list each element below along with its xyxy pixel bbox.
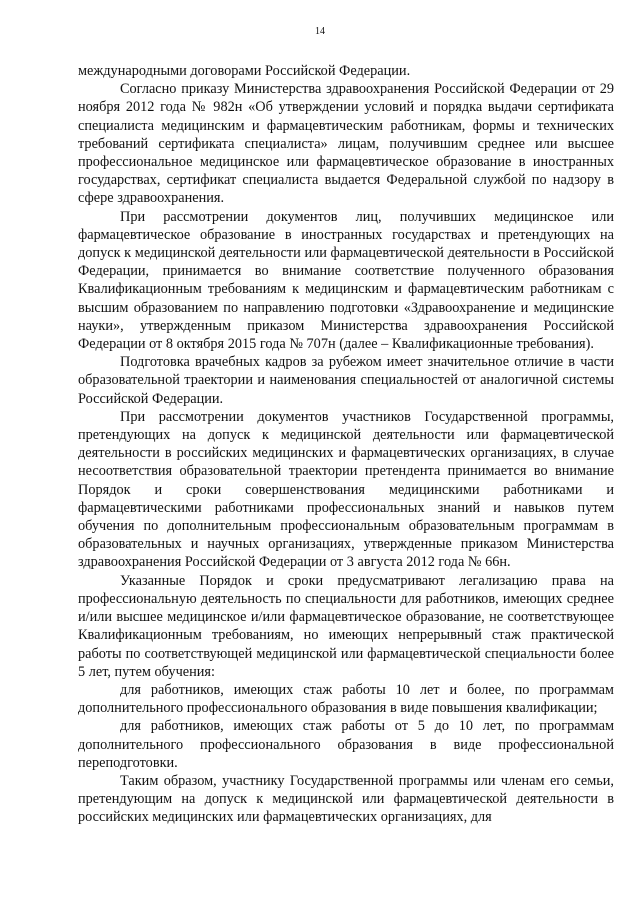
list-item-10-years: для работников, имеющих стаж работы 10 лет и более, по программам дополнительного профессионального образования в виде повышения квалификации; [78, 681, 614, 717]
document-body [78, 62, 614, 827]
paragraph-certificate-order: Согласно приказу Министерства здравоохранения Российской Федерации от 29 ноября 2012 года № 982н «Об утверждении условий и порядка выдачи сертификата специалиста медицинским и фармацевтическим работникам, формы и технических требований сертификата специалиста» лицам, получившим среднее или высшее профессиональное медицинское или фармацевтическое образование в иностранных государствах, сертификат специалиста выдается Федеральной службой по надзору в сфере здравоохранения. [78, 81, 614, 207]
paragraph-continuation: международными договорами Российской Федерации. [78, 63, 411, 79]
paragraph-conclusion: Таким образом, участнику Государственной программы или членам его семьи, претендующим на допуск к медицинской или фармацевтической деятельности в российских медицинских или фармацевтических организациях, для [78, 772, 614, 826]
list-item-5-to-10-years: для работников, имеющих стаж работы от 5 до 10 лет, по программам дополнительного профессионального образования в виде профессиональной переподготовки. [78, 718, 614, 771]
paragraph-program-participants: При рассмотрении документов участников Государственной программы, претендующих на допуск к медицинской деятельности или фармацевтической деятельности в российских медицинских и фармацевтических организациях, в случае несоответствия образовательной траектории претендента принимается во внимание Порядок и сроки совершенствования медицинскими работниками и фармацевтическими работниками профессиональных знаний и навыков путем обучения по дополнительным профессиональным образовательным программам в образовательных и научных организациях, утвержденные приказом Министерства здравоохранения Российской Федерации от 3 августа 2012 года № 66н. [78, 408, 614, 571]
paragraph-training-difference: Подготовка врачебных кадров за рубежом имеет значительное отличие в части образовательной траектории и наименования специальностей от аналогичной системы Российской Федерации. [78, 354, 614, 407]
paragraph-legalization: Указанные Порядок и сроки предусматривают легализацию права на профессиональную деятельность по специальности для работников, имеющих среднее и/или высшее медицинское и/или фармацевтическое образование, не соответствующее Квалификационным требованиям, но имеющих непрерывный стаж практической работы по соответствующей медицинской или фармацевтической специальности более 5 лет, путем обучения: [78, 572, 614, 680]
paragraph-foreign-education: При рассмотрении документов лиц, получивших медицинское или фармацевтическое образование в иностранных государствах и претендующих на допуск к медицинской деятельности или фармацевтической деятельности в Российской Федерации, принимается во внимание соответствие полученного образования Квалификационным требованиям к медицинским и фармацевтическим работникам с высшим образованием по направлению подготовки «Здравоохранение и медицинские науки», утвержденным приказом Министерства здравоохранения Российской Федерации от 8 октября 2015 года № 707н (далее – Квалификационные требования). [78, 208, 614, 353]
page-number: 14 [315, 26, 325, 37]
